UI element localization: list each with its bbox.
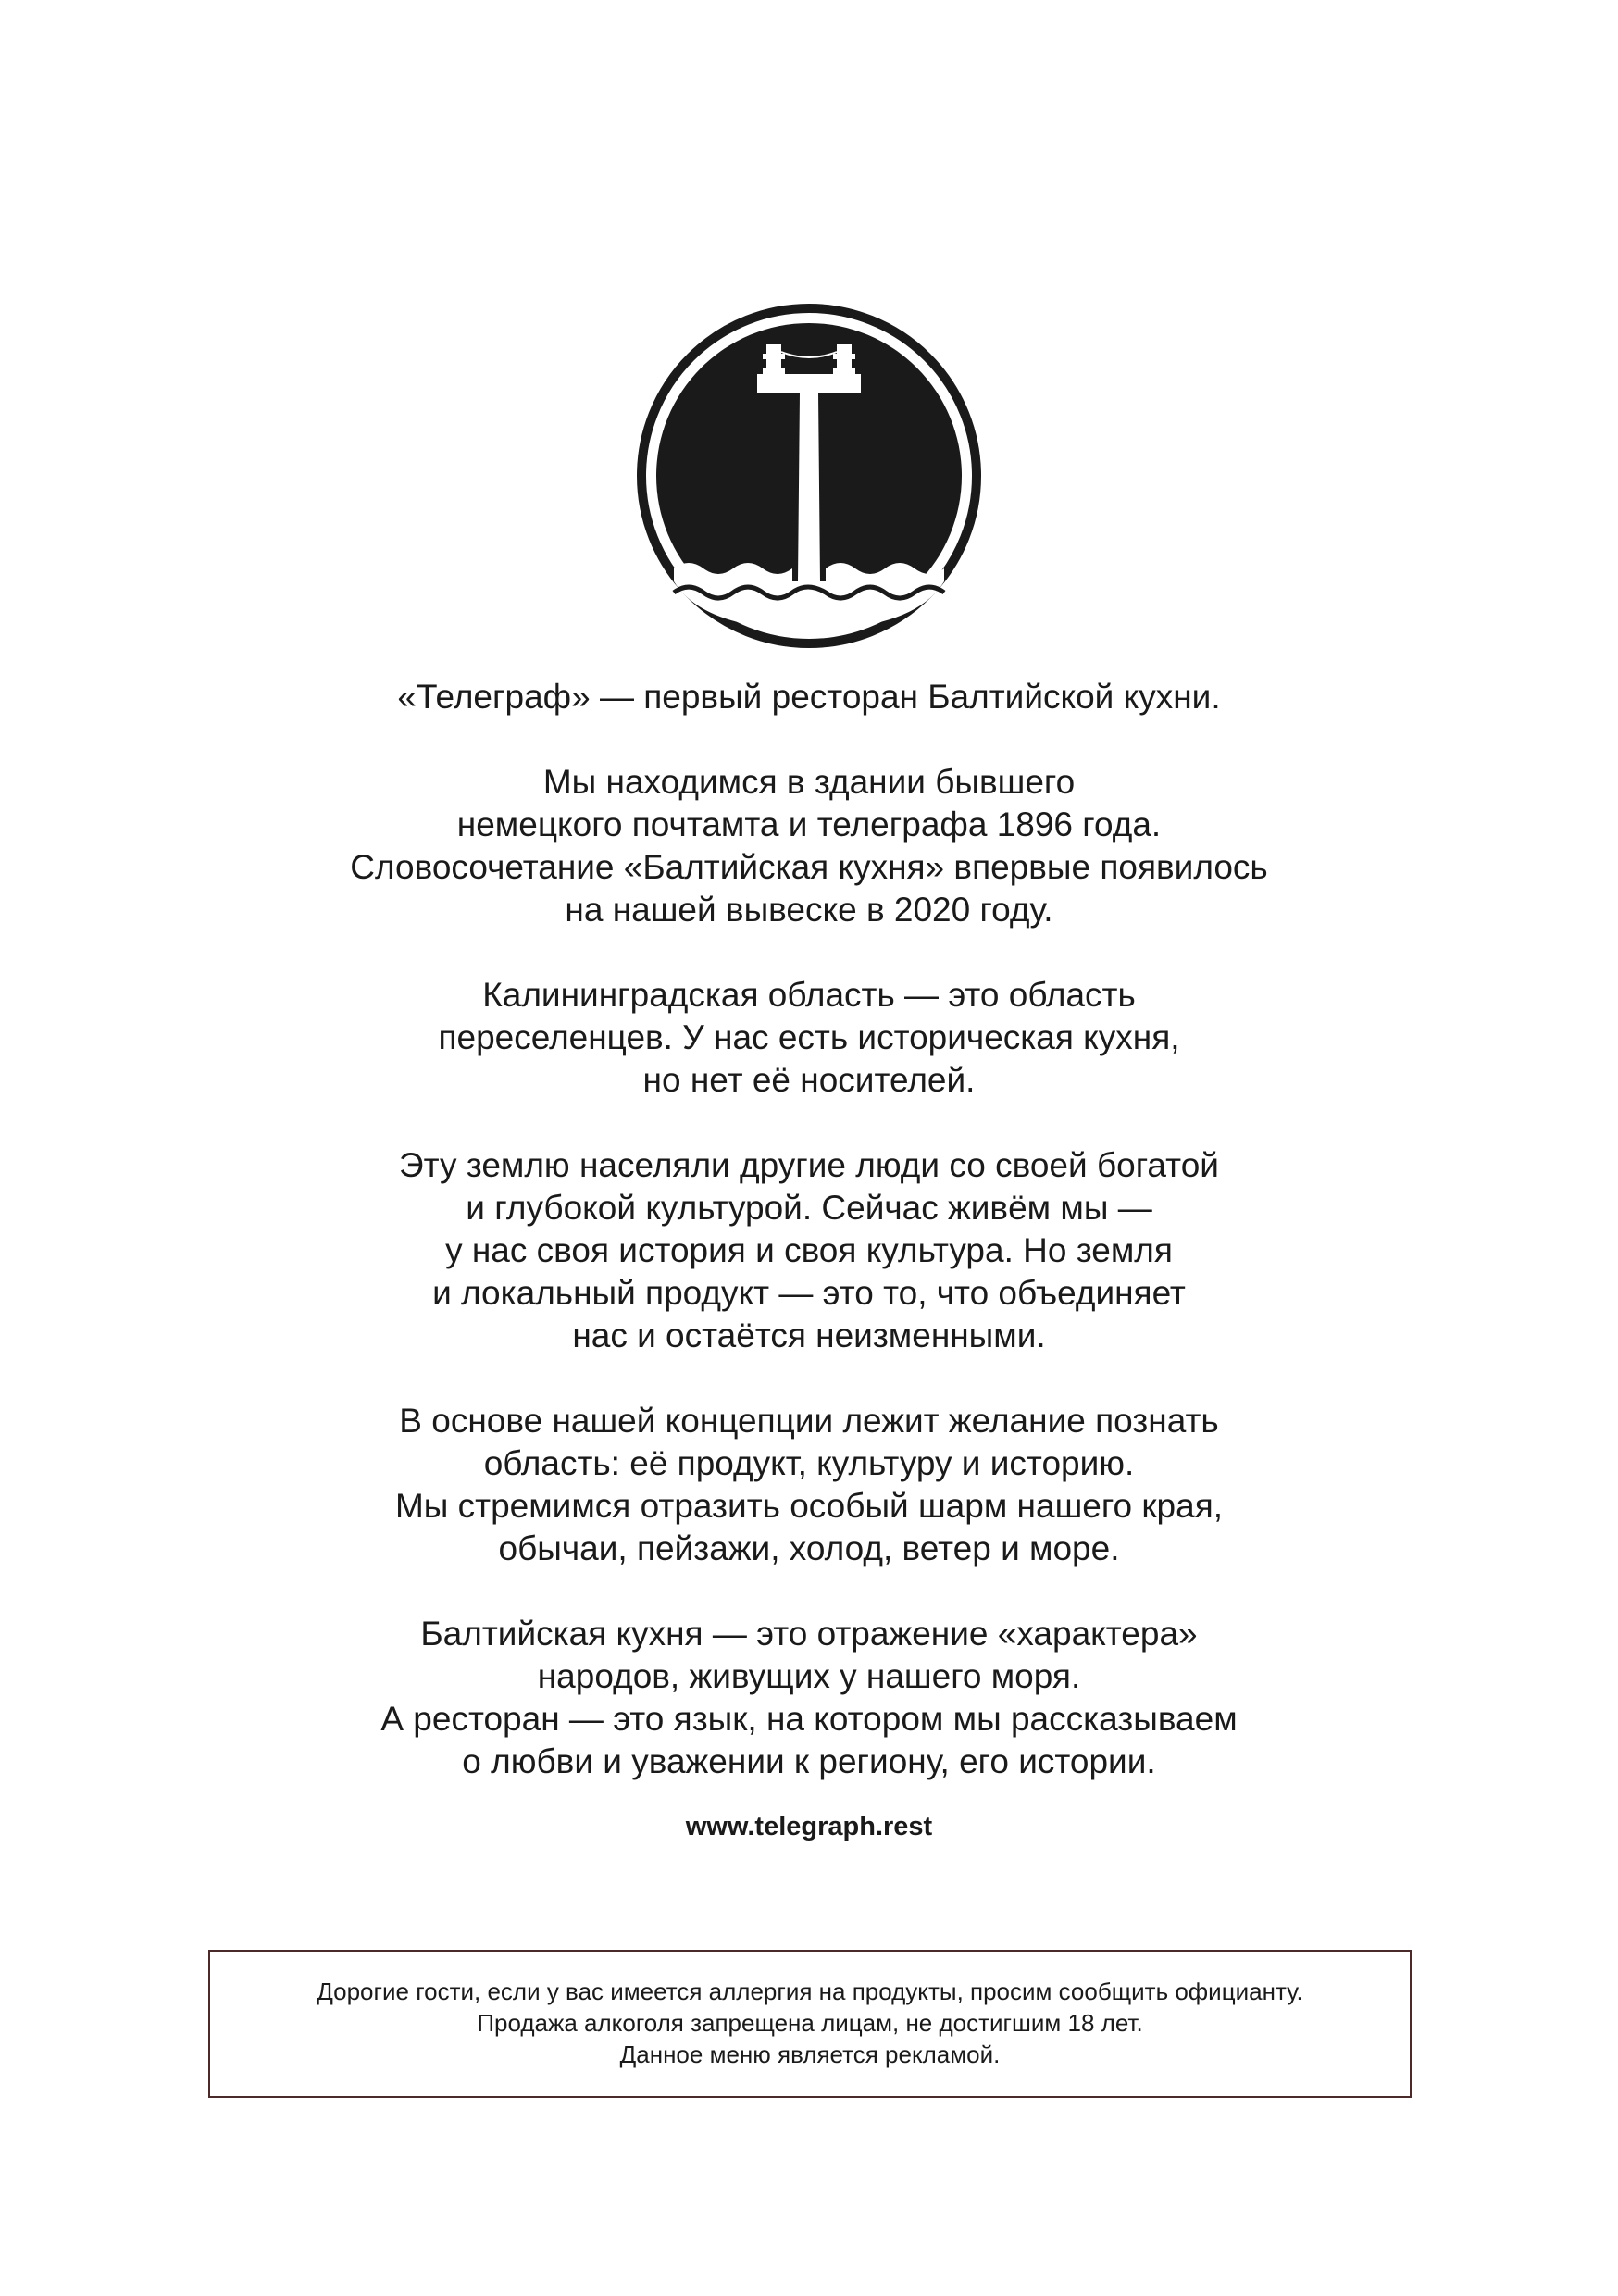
text-line: В основе нашей концепции лежит желание познать bbox=[399, 1402, 1219, 1440]
telegraph-logo bbox=[637, 304, 981, 648]
text-line: переселенцев. У нас есть историческая кухня, bbox=[438, 1018, 1180, 1056]
allergy-notice: Дорогие гости, если у вас имеется аллергия на продукты, просим сообщить официанту. bbox=[317, 1978, 1303, 2005]
text-line: у нас своя история и своя культура. Но земля bbox=[445, 1231, 1173, 1269]
text-line: и глубокой культурой. Сейчас живём мы — bbox=[466, 1189, 1152, 1227]
notice-box bbox=[208, 1950, 1412, 2098]
paragraph-4 bbox=[0, 1144, 1618, 1357]
telegraph-pole-icon bbox=[637, 304, 981, 648]
text-line: но нет её носителей. bbox=[642, 1061, 976, 1099]
text-line: А ресторан — это язык, на котором мы рассказываем bbox=[380, 1700, 1238, 1738]
text-line: о любви и уважении к региону, его истории. bbox=[462, 1742, 1156, 1780]
text-line: на нашей вывеске в 2020 году. bbox=[565, 891, 1053, 929]
text-line: Балтийская кухня — это отражение «характера» bbox=[420, 1615, 1198, 1653]
text-line: Мы стремимся отразить особый шарм нашего края, bbox=[394, 1487, 1224, 1525]
text-line: область: её продукт, культуру и историю. bbox=[483, 1444, 1135, 1482]
paragraph-1 bbox=[0, 676, 1618, 718]
text-line: Словосочетание «Балтийская кухня» впервые появилось bbox=[350, 848, 1268, 886]
text-line: Калининградская область — это область bbox=[482, 976, 1136, 1014]
text-line: народов, живущих у нашего моря. bbox=[537, 1657, 1081, 1695]
text-line: обычаи, пейзажи, холод, ветер и море. bbox=[498, 1529, 1120, 1567]
text-line: нас и остаётся неизменными. bbox=[572, 1316, 1046, 1354]
paragraph-5 bbox=[0, 1400, 1618, 1570]
paragraph-3 bbox=[0, 974, 1618, 1102]
paragraph-6 bbox=[0, 1613, 1618, 1783]
text-line: и локальный продукт — это то, что объединяет bbox=[432, 1274, 1186, 1312]
paragraph-2 bbox=[0, 761, 1618, 931]
text-line: немецкого почтамта и телеграфа 1896 года. bbox=[456, 805, 1162, 843]
alcohol-notice: Продажа алкоголя запрещена лицам, не достигшим 18 лет. bbox=[477, 2009, 1143, 2037]
text-line: Эту землю населяли другие люди со своей богатой bbox=[399, 1146, 1219, 1184]
advertising-notice: Данное меню является рекламой. bbox=[619, 2040, 1001, 2068]
intro-text bbox=[0, 676, 1618, 1826]
website-link[interactable]: www.telegraph.rest bbox=[685, 1812, 933, 1841]
text-line: Мы находимся в здании бывшего bbox=[542, 763, 1076, 801]
text-line: «Телеграф» — первый ресторан Балтийской кухни. bbox=[397, 678, 1221, 716]
